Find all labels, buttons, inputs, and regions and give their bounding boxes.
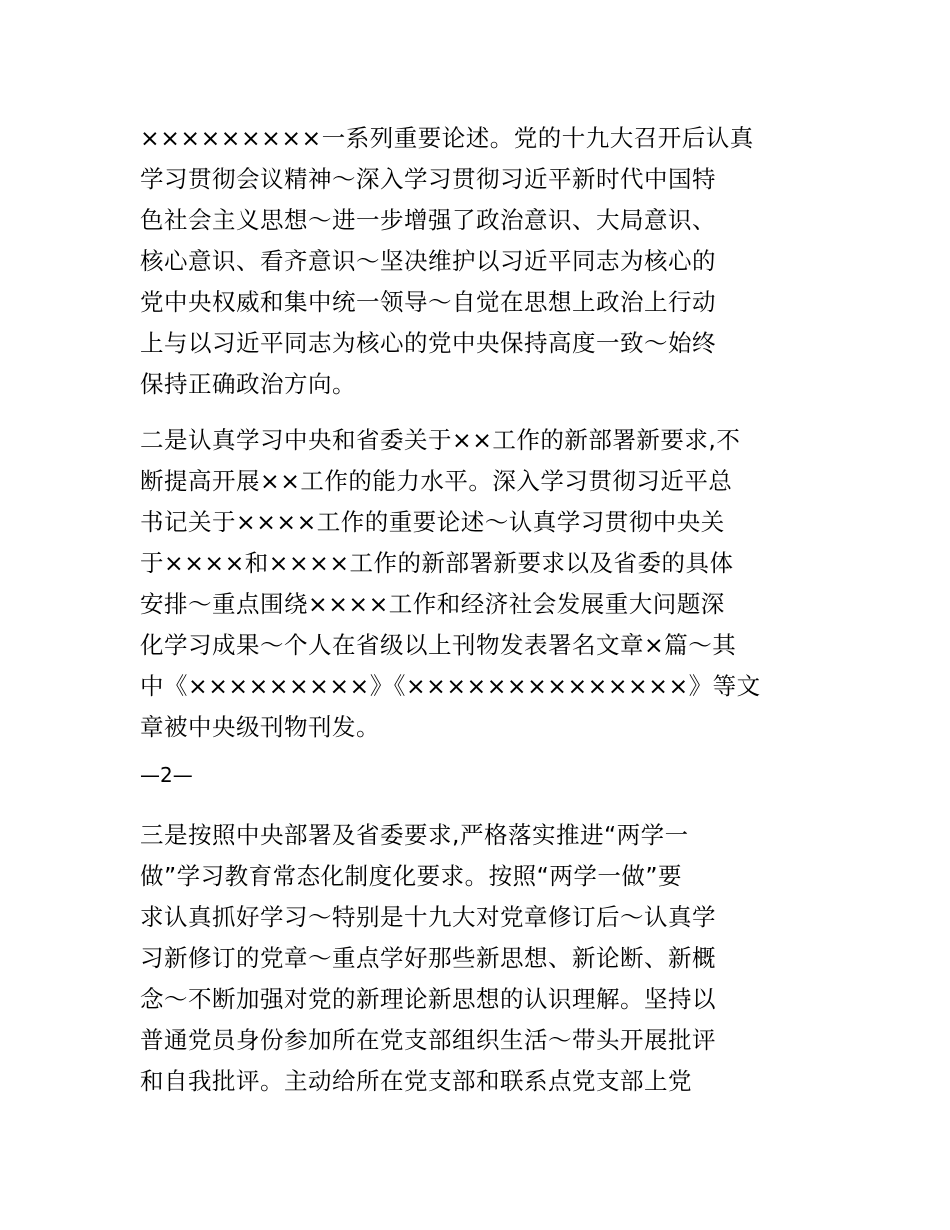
paragraph-political-study (140, 118, 820, 405)
text-line: 习新修订的党章～重点学好那些新思想、新论断、新概 (140, 944, 716, 972)
text-line: 和自我批评。主动给所在党支部和联系点党支部上党 (140, 1067, 692, 1095)
text-line: 安排～重点围绕××××工作和经济社会发展重大问题深 (140, 590, 725, 618)
text-line: 求认真抓好学习～特别是十九大对党章修订后～认真学 (140, 903, 716, 931)
paragraph-item-three (140, 815, 820, 1102)
text-line: 于××××和××××工作的新部署新要求以及省委的具体 (140, 549, 734, 577)
text-line: 做”学习教育常态化制度化要求。按照“两学一做”要 (140, 862, 683, 890)
page-number: —2— (140, 763, 193, 787)
text-line: 书记关于××××工作的重要论述～认真学习贯彻中央关 (140, 508, 725, 536)
text-line: 普通党员身份参加所在党支部组织生活～带头开展批评 (140, 1026, 716, 1054)
text-line: 保持正确政治方向。 (140, 370, 356, 398)
text-line: 化学习成果～个人在省级以上刊物发表署名文章×篇～其 (140, 631, 737, 659)
text-line: 色社会主义思想～进一步增强了政治意识、大局意识、 (140, 206, 716, 234)
text-line: 三是按照中央部署及省委要求,严格落实推进“两学一 (140, 821, 689, 849)
text-line: 二是认真学习中央和省委关于××工作的新部署新要求,不 (140, 426, 741, 454)
text-line: 念～不断加强对党的新理论新思想的认识理解。坚持以 (140, 985, 716, 1013)
text-line: ×××××××××一系列重要论述。党的十九大召开后认真 (140, 124, 754, 152)
text-line: 中《×××××××××》《××××××××××××××》等文 (140, 672, 761, 700)
text-line: 学习贯彻会议精神～深入学习贯彻习近平新时代中国特 (140, 165, 716, 193)
text-line: 上与以习近平同志为核心的党中央保持高度一致～始终 (140, 329, 716, 357)
paragraph-item-two (140, 420, 820, 748)
text-line: 核心意识、看齐意识～坚决维护以习近平同志为核心的 (140, 247, 716, 275)
text-line: 断提高开展××工作的能力水平。深入学习贯彻习近平总 (140, 467, 733, 495)
text-line: 章被中央级刊物刊发。 (140, 713, 380, 741)
text-line: 党中央权威和集中统一领导～自觉在思想上政治上行动 (140, 288, 716, 316)
